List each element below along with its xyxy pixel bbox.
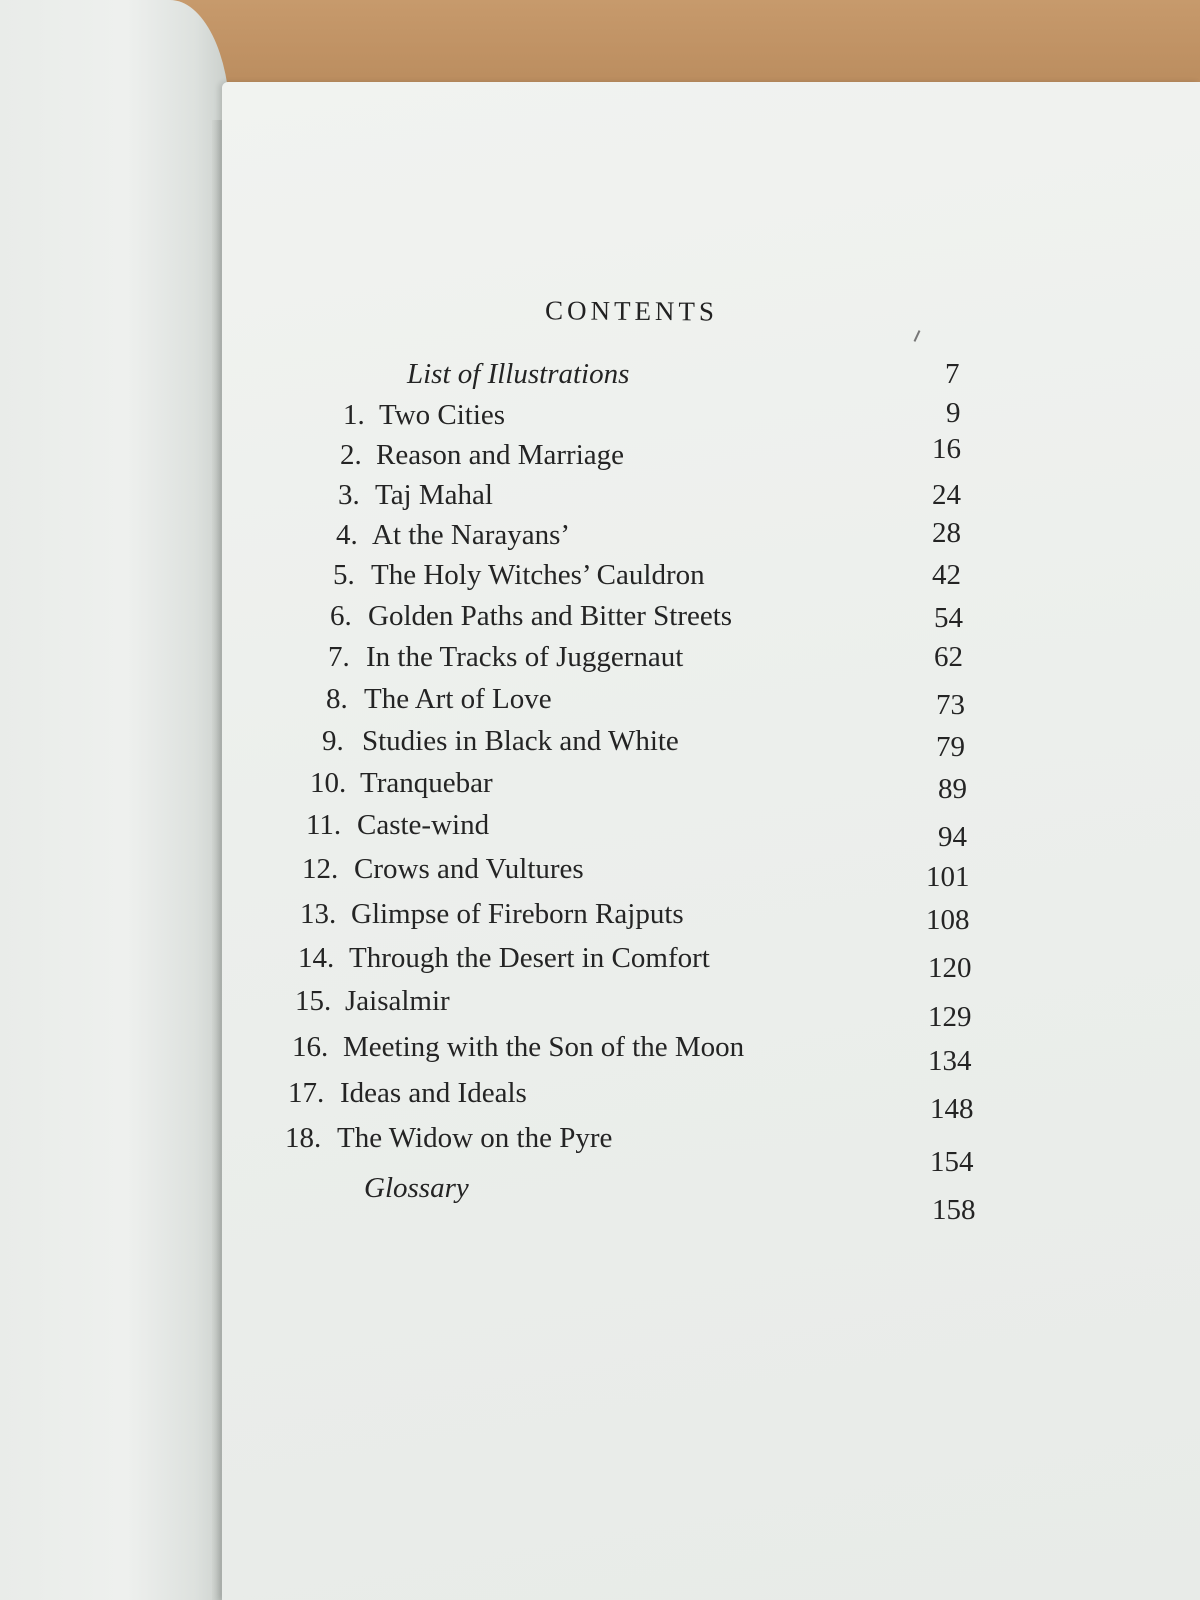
toc-entry	[0, 1172, 1200, 1226]
toc-entry	[0, 600, 1200, 640]
chapter-number: 10.	[310, 767, 347, 799]
chapter-number: 11.	[306, 809, 342, 841]
chapter-title: Golden Paths and Bitter Streets	[368, 600, 733, 632]
page-number: 28	[932, 517, 961, 549]
page-number: 24	[932, 479, 961, 511]
chapter-title: List of Illustrations	[407, 358, 630, 390]
toc-entry	[0, 809, 1200, 853]
chapter-title: Through the Desert in Comfort	[349, 942, 710, 974]
page-number: 16	[932, 433, 961, 465]
chapter-title: Glossary	[364, 1172, 469, 1204]
toc-entry	[0, 641, 1200, 681]
chapter-title: Two Cities	[379, 399, 506, 431]
toc-entry	[0, 853, 1200, 893]
chapter-title: The Art of Love	[364, 683, 552, 715]
chapter-number: 1.	[343, 399, 365, 431]
page-number: 101	[926, 861, 970, 893]
toc-entry	[0, 519, 1200, 559]
toc-entry	[0, 942, 1200, 982]
chapter-number: 14.	[298, 942, 335, 974]
page-number: 62	[934, 641, 963, 673]
toc-entry	[0, 433, 1200, 479]
chapter-number: 7.	[328, 641, 350, 673]
toc-entry	[0, 1122, 1200, 1178]
chapter-title: Crows and Vultures	[354, 853, 584, 885]
page-number: 89	[938, 773, 967, 805]
chapter-number: 2.	[340, 439, 362, 471]
chapter-title: Caste-wind	[357, 809, 490, 841]
chapter-title: In the Tracks of Juggernaut	[366, 641, 684, 673]
contents-heading: CONTENTS	[544, 295, 719, 327]
chapter-number: 5.	[333, 559, 355, 591]
page-number: 108	[926, 904, 970, 936]
chapter-number: 16.	[292, 1031, 329, 1063]
chapter-number: 3.	[338, 479, 360, 511]
page-number: 154	[930, 1146, 974, 1178]
page-number: 54	[934, 602, 963, 634]
page-number: 94	[938, 821, 967, 853]
page-number: 9	[946, 397, 961, 429]
page-number: 129	[928, 1001, 972, 1033]
chapter-title: Tranquebar	[360, 767, 493, 799]
page-number: 42	[932, 559, 961, 591]
chapter-title: Taj Mahal	[375, 479, 493, 511]
toc-entry	[0, 559, 1200, 599]
chapter-title: At the Narayans’	[372, 519, 571, 551]
chapter-title: Jaisalmir	[345, 985, 450, 1017]
toc-entry	[0, 1031, 1200, 1077]
page-number: 7	[945, 358, 960, 390]
toc-entry	[0, 358, 1200, 398]
chapter-title: Ideas and Ideals	[340, 1077, 527, 1109]
toc-entry	[0, 985, 1200, 1033]
page-number: 134	[928, 1045, 972, 1077]
toc-entry	[0, 725, 1200, 765]
page-number: 79	[936, 731, 965, 763]
toc-entry	[0, 683, 1200, 723]
chapter-number: 4.	[336, 519, 358, 551]
chapter-title: Studies in Black and White	[362, 725, 679, 757]
page-number: 148	[930, 1093, 974, 1125]
page-number: 158	[932, 1194, 976, 1226]
toc-entry	[0, 479, 1200, 519]
toc-entry	[0, 399, 1200, 439]
chapter-number: 17.	[288, 1077, 325, 1109]
chapter-title: Meeting with the Son of the Moon	[343, 1031, 745, 1063]
toc-entry	[0, 767, 1200, 807]
chapter-number: 6.	[330, 600, 352, 632]
chapter-title: The Holy Witches’ Cauldron	[371, 559, 705, 591]
chapter-title: Glimpse of Fireborn Rajputs	[351, 898, 684, 930]
chapter-number: 8.	[326, 683, 348, 715]
chapter-number: 9.	[322, 725, 344, 757]
chapter-number: 13.	[300, 898, 337, 930]
chapter-number: 15.	[295, 985, 332, 1017]
page-number: 73	[936, 689, 965, 721]
toc-entry	[0, 1077, 1200, 1125]
chapter-number: 18.	[285, 1122, 322, 1154]
chapter-number: 12.	[302, 853, 339, 885]
page-number: 120	[928, 952, 972, 984]
toc-entry	[0, 898, 1200, 938]
chapter-title: Reason and Marriage	[376, 439, 625, 471]
chapter-title: The Widow on the Pyre	[337, 1122, 613, 1154]
